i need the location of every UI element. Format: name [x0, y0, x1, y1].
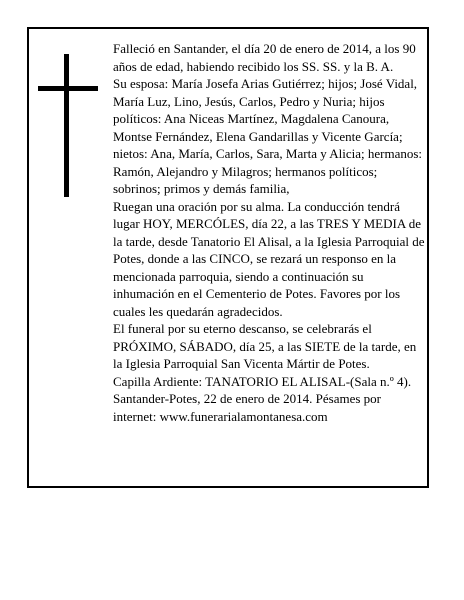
cross-icon [38, 54, 98, 197]
family-list-paragraph: Su esposa: María Josefa Arias Gutiérrez; hijos; José Vidal, María Luz, Lino, Jesús, Carlos, Pedro y Nuria; hijos políticos: Ana Niceas Martínez, Magdalena Canoura, Montse Fernández, Elena Gandarillas y Vicente García; nietos: Ana, María, Carlos, Sara, Marta y Alicia; hermanos: Ramón, Alejandro y Milagros; hermanos políticos; sobrinos; primos y demás familia, [113, 76, 423, 196]
memorial-service-paragraph: El funeral por su eterno descanso, se celebrarás el PRÓXIMO, SÁBADO, día 25, a las SIETE de la tarde, en la Iglesia Parroquial San Vicenta Mártir de Potes. [113, 321, 417, 371]
obituary-text [113, 40, 425, 425]
cross-vertical-bar [64, 54, 69, 197]
chapel-paragraph: Capilla Ardiente: TANATORIO EL ALISAL-(Sala n.º 4). [113, 373, 412, 389]
condolences-paragraph: Santander-Potes, 22 de enero de 2014. Pésames por internet: www.funerarialamontanesa.com [113, 391, 381, 424]
funeral-procession-paragraph: Ruegan una oración por su alma. La conducción tendrá lugar HOY, MERCÓLES, día 22, a las TRES Y MEDIA de la tarde, desde Tanatorio El Alisal, a la Iglesia Parroquial de Potes, donde a las CINCO, se rezará un responso en la mencionada parroquia, siendo a continuación su inhumación en el Cementerio de Potes. Favores por los cuales les quedarán agradecidos. [113, 198, 425, 319]
death-announcement-paragraph: Falleció en Santander, el día 20 de enero de 2014, a los 90 años de edad, habiendo recibido los SS. SS. y la B. A. [113, 41, 416, 74]
cross-horizontal-bar [38, 86, 98, 91]
